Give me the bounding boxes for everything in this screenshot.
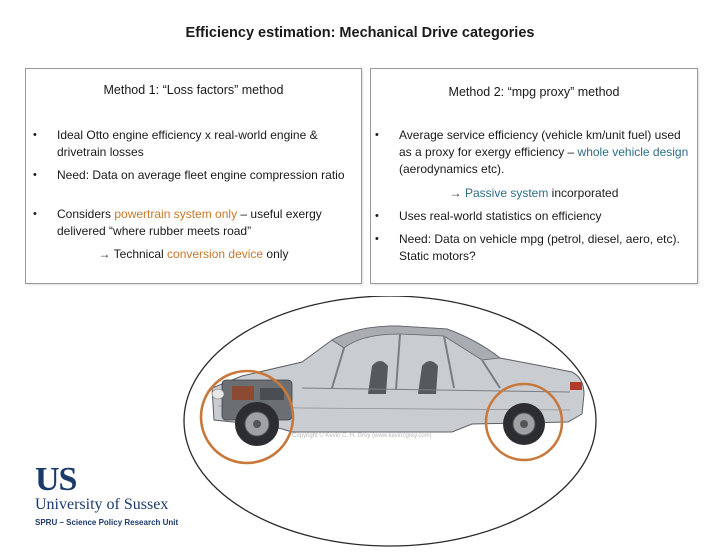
method1-bullet-3-pre: Considers <box>57 207 115 221</box>
rear-wheel <box>503 403 545 445</box>
method2-note <box>371 185 697 202</box>
method1-note <box>26 246 361 263</box>
university-logo <box>35 461 179 527</box>
bullet-glyph: • <box>375 210 379 222</box>
method1-highlight-powertrain: powertrain system only <box>114 207 238 221</box>
logo-mark: US <box>35 461 77 498</box>
logo-unit-name: SPRU – Science Policy Research Unit <box>35 518 179 527</box>
method1-panel <box>25 68 362 284</box>
method1-bullet-3-post: – useful exergy delivered “where rubber meets road” <box>57 207 322 238</box>
bullet-glyph: • <box>33 208 37 220</box>
method2-note-post: incorporated <box>548 186 619 200</box>
method2-heading: Method 2: “mpg proxy” method <box>448 85 620 99</box>
method2-bullet-2-text: Uses real-world statistics on efficiency <box>399 209 602 223</box>
front-wheel <box>235 402 279 446</box>
method1-bullet-1 <box>33 127 357 161</box>
bullet-glyph: • <box>33 129 37 141</box>
method2-panel <box>370 68 698 284</box>
method2-bullet-1-post: (aerodynamics etc). <box>399 162 505 176</box>
method1-bullet-2 <box>33 167 357 184</box>
method1-bullet-2-text: Need: Data on average fleet engine compression ratio <box>57 168 345 182</box>
bullet-glyph: • <box>375 233 379 245</box>
method2-bullet-1 <box>375 127 691 178</box>
bullet-glyph: • <box>33 169 37 181</box>
arrow-right-icon: → <box>98 247 111 261</box>
logo-university-name: University of Sussex <box>35 496 169 513</box>
method2-bullet-2 <box>375 208 691 225</box>
method1-bullet-3 <box>33 206 357 240</box>
method2-highlight-vehicle-design: whole vehicle design <box>577 145 689 159</box>
method1-bullet-1-text: Ideal Otto engine efficiency x real-world engine & drivetrain losses <box>57 128 318 159</box>
method1-note-pre: Technical <box>110 247 168 261</box>
method1-heading: Method 1: “Loss factors” method <box>103 83 284 97</box>
bullet-glyph: • <box>375 129 379 141</box>
method2-highlight-passive: Passive system <box>464 186 549 200</box>
method1-highlight-conversion: conversion device <box>167 247 264 261</box>
method2-bullet-3-text: Need: Data on vehicle mpg (petrol, diesel, aero, etc). Static motors? <box>399 232 680 263</box>
image-watermark: Copyright © Kevin C. H. Grey (www.kevincgrey.com) <box>292 433 432 439</box>
car-cutaway-illustration <box>182 296 598 556</box>
slide-title: Efficiency estimation: Mechanical Drive categories <box>185 25 535 41</box>
method2-bullet-1-pre: Average service efficiency (vehicle km/unit fuel) used as a proxy for exergy efficiency – <box>399 128 681 159</box>
method1-note-post: only <box>263 247 289 261</box>
method2-bullet-3 <box>375 231 691 265</box>
arrow-right-icon: → <box>449 186 462 200</box>
